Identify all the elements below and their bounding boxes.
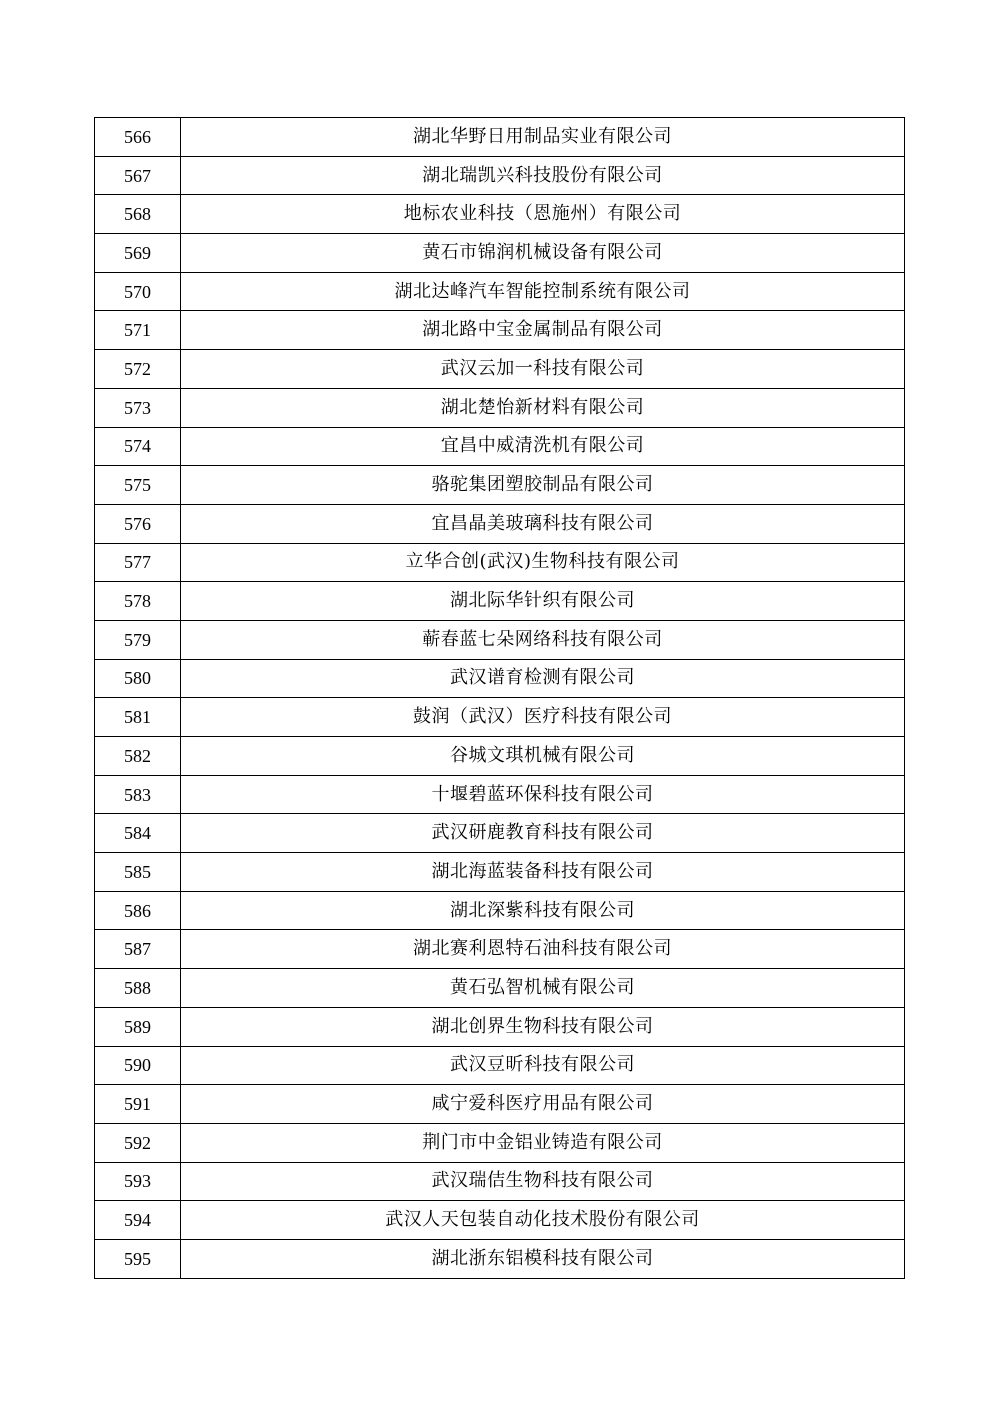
company-name-cell: 黄石弘智机械有限公司 [181,969,905,1008]
company-name-cell: 湖北海蓝装备科技有限公司 [181,853,905,892]
company-name-cell: 地标农业科技（恩施州）有限公司 [181,195,905,234]
table-row [95,1239,905,1278]
company-name-cell: 湖北浙东铝模科技有限公司 [181,1239,905,1278]
table-row [95,1085,905,1124]
row-number-cell: 579 [95,620,181,659]
row-number-cell: 593 [95,1162,181,1201]
company-name-cell: 湖北际华针织有限公司 [181,582,905,621]
row-number-cell: 572 [95,350,181,389]
company-name-cell: 湖北楚怡新材料有限公司 [181,388,905,427]
row-number-cell: 591 [95,1085,181,1124]
row-number-cell: 568 [95,195,181,234]
table-row [95,1201,905,1240]
table-row [95,659,905,698]
table-row [95,388,905,427]
table-row [95,891,905,930]
company-name-cell: 武汉云加一科技有限公司 [181,350,905,389]
table-row [95,814,905,853]
table-body [95,118,905,1279]
row-number-cell: 594 [95,1201,181,1240]
company-name-cell: 宜昌中威清洗机有限公司 [181,427,905,466]
company-name-cell: 鼓润（武汉）医疗科技有限公司 [181,698,905,737]
company-name-cell: 湖北瑞凯兴科技股份有限公司 [181,156,905,195]
row-number-cell: 592 [95,1123,181,1162]
row-number-cell: 571 [95,311,181,350]
row-number-cell: 576 [95,504,181,543]
row-number-cell: 582 [95,737,181,776]
table-row [95,195,905,234]
table-row [95,1123,905,1162]
table-row [95,118,905,157]
company-name-cell: 黄石市锦润机械设备有限公司 [181,234,905,273]
table-row [95,504,905,543]
table-row [95,1162,905,1201]
table-row [95,427,905,466]
company-name-cell: 咸宁爱科医疗用品有限公司 [181,1085,905,1124]
table-row [95,1007,905,1046]
row-number-cell: 580 [95,659,181,698]
row-number-cell: 581 [95,698,181,737]
row-number-cell: 585 [95,853,181,892]
table-row [95,272,905,311]
company-name-cell: 湖北路中宝金属制品有限公司 [181,311,905,350]
company-name-cell: 武汉谱育检测有限公司 [181,659,905,698]
table-row [95,350,905,389]
table-row [95,582,905,621]
table-row [95,234,905,273]
table-row [95,620,905,659]
company-name-cell: 武汉瑞佶生物科技有限公司 [181,1162,905,1201]
row-number-cell: 590 [95,1046,181,1085]
row-number-cell: 573 [95,388,181,427]
row-number-cell: 569 [95,234,181,273]
company-name-cell: 宜昌晶美玻璃科技有限公司 [181,504,905,543]
row-number-cell: 584 [95,814,181,853]
company-name-cell: 谷城文琪机械有限公司 [181,737,905,776]
company-name-cell: 蕲春蓝七朵网络科技有限公司 [181,620,905,659]
company-name-cell: 武汉豆昕科技有限公司 [181,1046,905,1085]
company-name-cell: 湖北赛利恩特石油科技有限公司 [181,930,905,969]
row-number-cell: 587 [95,930,181,969]
table-row [95,969,905,1008]
row-number-cell: 589 [95,1007,181,1046]
table-row [95,466,905,505]
row-number-cell: 583 [95,775,181,814]
row-number-cell: 586 [95,891,181,930]
row-number-cell: 588 [95,969,181,1008]
company-name-cell: 湖北达峰汽车智能控制系统有限公司 [181,272,905,311]
table-row [95,737,905,776]
row-number-cell: 567 [95,156,181,195]
row-number-cell: 570 [95,272,181,311]
company-name-cell: 武汉人天包装自动化技术股份有限公司 [181,1201,905,1240]
row-number-cell: 566 [95,118,181,157]
company-name-cell: 十堰碧蓝环保科技有限公司 [181,775,905,814]
company-name-cell: 骆驼集团塑胶制品有限公司 [181,466,905,505]
company-list-table [94,117,905,1279]
table-row [95,311,905,350]
company-name-cell: 立华合创(武汉)生物科技有限公司 [181,543,905,582]
row-number-cell: 575 [95,466,181,505]
table-row [95,543,905,582]
row-number-cell: 578 [95,582,181,621]
company-name-cell: 湖北华野日用制品实业有限公司 [181,118,905,157]
table-row [95,853,905,892]
table-row [95,1046,905,1085]
company-name-cell: 湖北深紫科技有限公司 [181,891,905,930]
table-row [95,930,905,969]
table-row [95,156,905,195]
table-row [95,698,905,737]
company-name-cell: 湖北创界生物科技有限公司 [181,1007,905,1046]
row-number-cell: 574 [95,427,181,466]
company-name-cell: 荆门市中金铝业铸造有限公司 [181,1123,905,1162]
row-number-cell: 595 [95,1239,181,1278]
row-number-cell: 577 [95,543,181,582]
company-name-cell: 武汉研鹿教育科技有限公司 [181,814,905,853]
table-row [95,775,905,814]
